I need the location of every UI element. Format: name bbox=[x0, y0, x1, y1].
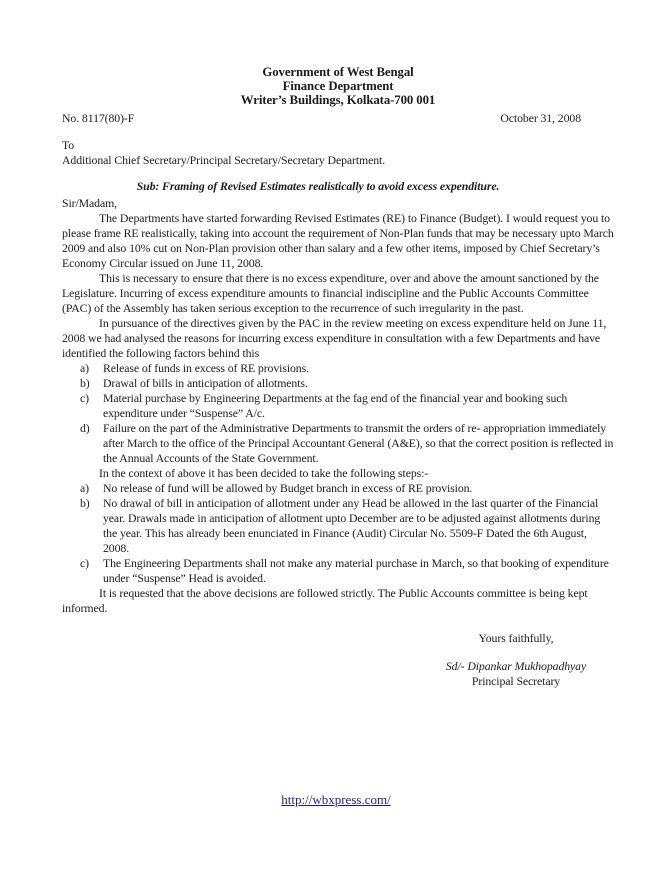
to-address: Additional Chief Secretary/Principal Secretary/Secretary Department. bbox=[62, 153, 386, 167]
steps-list bbox=[62, 481, 614, 586]
closing-paragraph: It is requested that the above decisions are followed strictly. The Public Accounts committee is being kept informed. bbox=[62, 586, 588, 615]
signature-block bbox=[418, 631, 614, 689]
subject-line: Sub: Framing of Revised Estimates realistically to avoid excess expenditure. bbox=[136, 179, 500, 193]
to-label: To bbox=[62, 138, 75, 152]
letterhead-government: Government of West Bengal bbox=[262, 65, 414, 79]
list-item-text: Drawal of bills in anticipation of allotments. bbox=[103, 376, 308, 390]
reference-number: No. 8117(80)-F bbox=[62, 111, 135, 125]
letter-date: October 31, 2008 bbox=[500, 111, 581, 125]
letterhead-address: Writer’s Buildings, Kolkata-700 001 bbox=[240, 93, 436, 107]
salutation: Sir/Madam, bbox=[62, 196, 118, 210]
list-marker: c) bbox=[80, 391, 89, 405]
steps-intro: In the context of above it has been decided to take the following steps:- bbox=[99, 466, 429, 480]
letterhead bbox=[62, 65, 614, 107]
factors-list-item-d bbox=[80, 421, 614, 466]
addressee-block bbox=[62, 138, 614, 168]
list-item-text: The Engineering Departments shall not make any material purchase in March, so that booking of expenditure under “Suspense” Head is avoided. bbox=[103, 556, 609, 585]
letterhead-department: Finance Department bbox=[282, 79, 394, 93]
paragraph-pac-directives: In pursuance of the directives given by the PAC in the review meeting on excess expenditure held on June 11, 2008 we had analysed the reasons for incurring excess expenditure in consultation with a few Departments and have identified the following factors behind this bbox=[62, 316, 607, 360]
list-marker: a) bbox=[80, 361, 89, 375]
signatory-title: Principal Secretary bbox=[471, 674, 561, 688]
list-marker: b) bbox=[80, 376, 90, 390]
list-item-text: Release of funds in excess of RE provisions. bbox=[103, 361, 309, 375]
factors-list-item-c bbox=[80, 391, 614, 421]
factors-list-item-b bbox=[80, 376, 614, 391]
list-item-text: Material purchase by Engineering Departments at the fag end of the financial year and booking such expenditure under “Suspense” A/c. bbox=[103, 391, 568, 420]
list-marker: c) bbox=[80, 556, 89, 570]
list-item-text: Failure on the part of the Administrative Departments to transmit the orders of re- appropriation immediately after March to the office of the Principal Accountant General (A&E), so that the correct position is reflected in the Annual Accounts of the State Government. bbox=[103, 421, 614, 465]
reference-row bbox=[62, 111, 614, 126]
list-marker: d) bbox=[80, 421, 90, 435]
signatory-name: Sd/- Dipankar Mukhopadhyay bbox=[445, 659, 587, 673]
valediction: Yours faithfully, bbox=[478, 631, 554, 645]
list-item-text: No drawal of bill in anticipation of allotment under any Head be allowed in the last quarter of the Financial year. Drawals made in anticipation of allotment upto December are to be adjusted against allotments during the year. This has already been enunciated in Finance (Audit) Circular No. 5509-F Dated the 6th August, 2008. bbox=[103, 496, 601, 555]
list-marker: a) bbox=[80, 481, 89, 495]
list-item-text: No release of fund will be allowed by Budget branch in excess of RE provision. bbox=[103, 481, 473, 495]
paragraph-no-excess-expenditure: This is necessary to ensure that there is no excess expenditure, over and above the amount sanctioned by the Legislature. Incurring of excess expenditure amounts to financial indiscipline and the Public Accounts Committee (PAC) of the Assembly has taken serious exception to the recurrence of such irregularity in the past. bbox=[62, 271, 599, 315]
steps-list-item-b bbox=[80, 496, 614, 556]
footer bbox=[0, 792, 672, 808]
paragraph-re-forwarding: The Departments have started forwarding Revised Estimates (RE) to Finance (Budget). I would request you to please frame RE realistically, taking into account the requirement of Non-Plan funds that may be necessary upto March 2009 and also 10% cut on Non-Plan provision other than salary and a few other items, imposed by Chief Secretary’s Economy Circular issued on June 11, 2008. bbox=[62, 211, 614, 270]
steps-list-item-a bbox=[80, 481, 614, 496]
steps-list-item-c bbox=[80, 556, 614, 586]
factors-list-item-a bbox=[80, 361, 614, 376]
factors-list bbox=[62, 361, 614, 466]
website-link[interactable]: http://wbxpress.com/ bbox=[281, 792, 391, 807]
list-marker: b) bbox=[80, 496, 90, 510]
